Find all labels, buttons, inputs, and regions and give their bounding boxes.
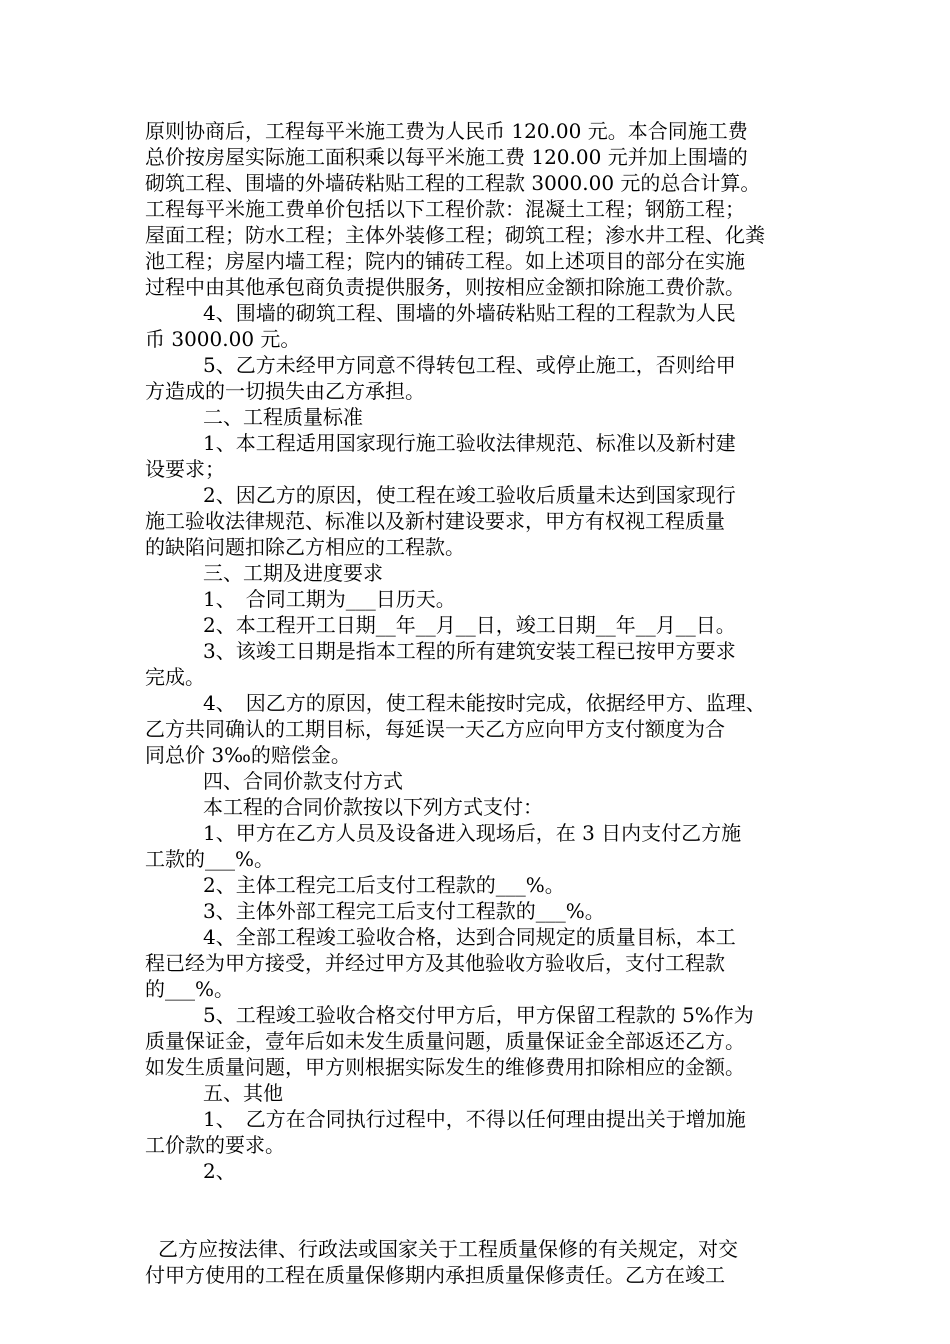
paragraph-line: 完成。 xyxy=(145,665,205,689)
paragraph-line: 币 3000.00 元。 xyxy=(145,327,301,351)
paragraph-line: 的___%。 xyxy=(145,977,235,1001)
paragraph-line: 乙方应按法律、行政法或国家关于工程质量保修的有关规定，对交 xyxy=(158,1237,738,1261)
paragraph-line: 原则协商后，工程每平米施工费为人民币 120.00 元。本合同施工费 xyxy=(145,119,748,143)
clause-line: 1、本工程适用国家现行施工验收法律规范、标准以及新村建 xyxy=(203,431,736,455)
paragraph-line: 工程每平米施工费单价包括以下工程价款：混凝土工程；钢筋工程； xyxy=(145,197,745,221)
section-heading-quality: 二、工程质量标准 xyxy=(203,405,363,429)
section-heading-schedule: 三、工期及进度要求 xyxy=(203,561,383,585)
clause-line: 3、该竣工日期是指本工程的所有建筑安装工程已按甲方要求 xyxy=(203,639,736,663)
section-heading-payment: 四、合同价款支付方式 xyxy=(203,769,403,793)
clause-line: 1、甲方在乙方人员及设备进入现场后，在 3 日内支付乙方施 xyxy=(203,821,742,845)
clause-line: 3、主体外部工程完工后支付工程款的___%。 xyxy=(203,899,605,923)
clause-line: 4、 因乙方的原因，使工程未能按时完成，依据经甲方、监理、 xyxy=(203,691,766,715)
paragraph-line: 砌筑工程、围墙的外墙砖粘贴工程的工程款 3000.00 元的总合计算。 xyxy=(145,171,761,195)
blank-gap xyxy=(145,1184,820,1236)
paragraph-line: 本工程的合同价款按以下列方式支付： xyxy=(203,795,543,819)
paragraph-line: 乙方共同确认的工期目标，每延误一天乙方应向甲方支付额度为合 xyxy=(145,717,725,741)
clause-line: 1、 合同工期为___日历天。 xyxy=(203,587,456,611)
section-heading-other: 五、其他 xyxy=(203,1081,283,1105)
clause-line: 2、主体工程完工后支付工程款的___%。 xyxy=(203,873,565,897)
clause-line: 2、因乙方的原因，使工程在竣工验收后质量未达到国家现行 xyxy=(203,483,736,507)
clause-line: 2、本工程开工日期__年__月__日，竣工日期__年__月__日。 xyxy=(203,613,736,637)
clause-5-line: 5、乙方未经甲方同意不得转包工程、或停止施工，否则给甲 xyxy=(203,353,736,377)
paragraph-line: 总价按房屋实际施工面积乘以每平米施工费 120.00 元并加上围墙的 xyxy=(145,145,748,169)
paragraph-line: 过程中由其他承包商负责提供服务，则按相应金额扣除施工费价款。 xyxy=(145,275,745,299)
paragraph-line: 质量保证金，壹年后如未发生质量问题，质量保证金全部返还乙方。 xyxy=(145,1029,745,1053)
clause-4-line: 4、围墙的砌筑工程、围墙的外墙砖粘贴工程的工程款为人民 xyxy=(203,301,736,325)
paragraph-line: 设要求； xyxy=(145,457,225,481)
paragraph-line: 付甲方使用的工程在质量保修期内承担质量保修责任。乙方在竣工 xyxy=(145,1263,725,1287)
paragraph-line: 如发生质量问题，甲方则根据实际发生的维修费用扣除相应的金额。 xyxy=(145,1055,745,1079)
paragraph-line: 屋面工程；防水工程；主体外装修工程；砌筑工程；渗水井工程、化粪 xyxy=(145,223,765,247)
paragraph-line: 池工程；房屋内墙工程；院内的铺砖工程。如上述项目的部分在实施 xyxy=(145,249,745,273)
paragraph-line: 同总价 3‰的赔偿金。 xyxy=(145,743,351,767)
clause-line: 1、 乙方在合同执行过程中，不得以任何理由提出关于增加施 xyxy=(203,1107,746,1131)
clause-line: 2、 xyxy=(203,1159,236,1183)
paragraph-line: 施工验收法律规范、标准以及新村建设要求，甲方有权视工程质量 xyxy=(145,509,725,533)
paragraph-line: 工款的___%。 xyxy=(145,847,275,871)
paragraph-line: 工价款的要求。 xyxy=(145,1133,285,1157)
clause-line: 4、全部工程竣工验收合格，达到合同规定的质量目标，本工 xyxy=(203,925,736,949)
paragraph-line: 程已经为甲方接受，并经过甲方及其他验收方验收后，支付工程款 xyxy=(145,951,725,975)
document-body xyxy=(145,118,820,1288)
paragraph-line: 方造成的一切损失由乙方承担。 xyxy=(145,379,425,403)
clause-line: 5、工程竣工验收合格交付甲方后，甲方保留工程款的 5%作为 xyxy=(203,1003,754,1027)
paragraph-line: 的缺陷问题扣除乙方相应的工程款。 xyxy=(145,535,465,559)
